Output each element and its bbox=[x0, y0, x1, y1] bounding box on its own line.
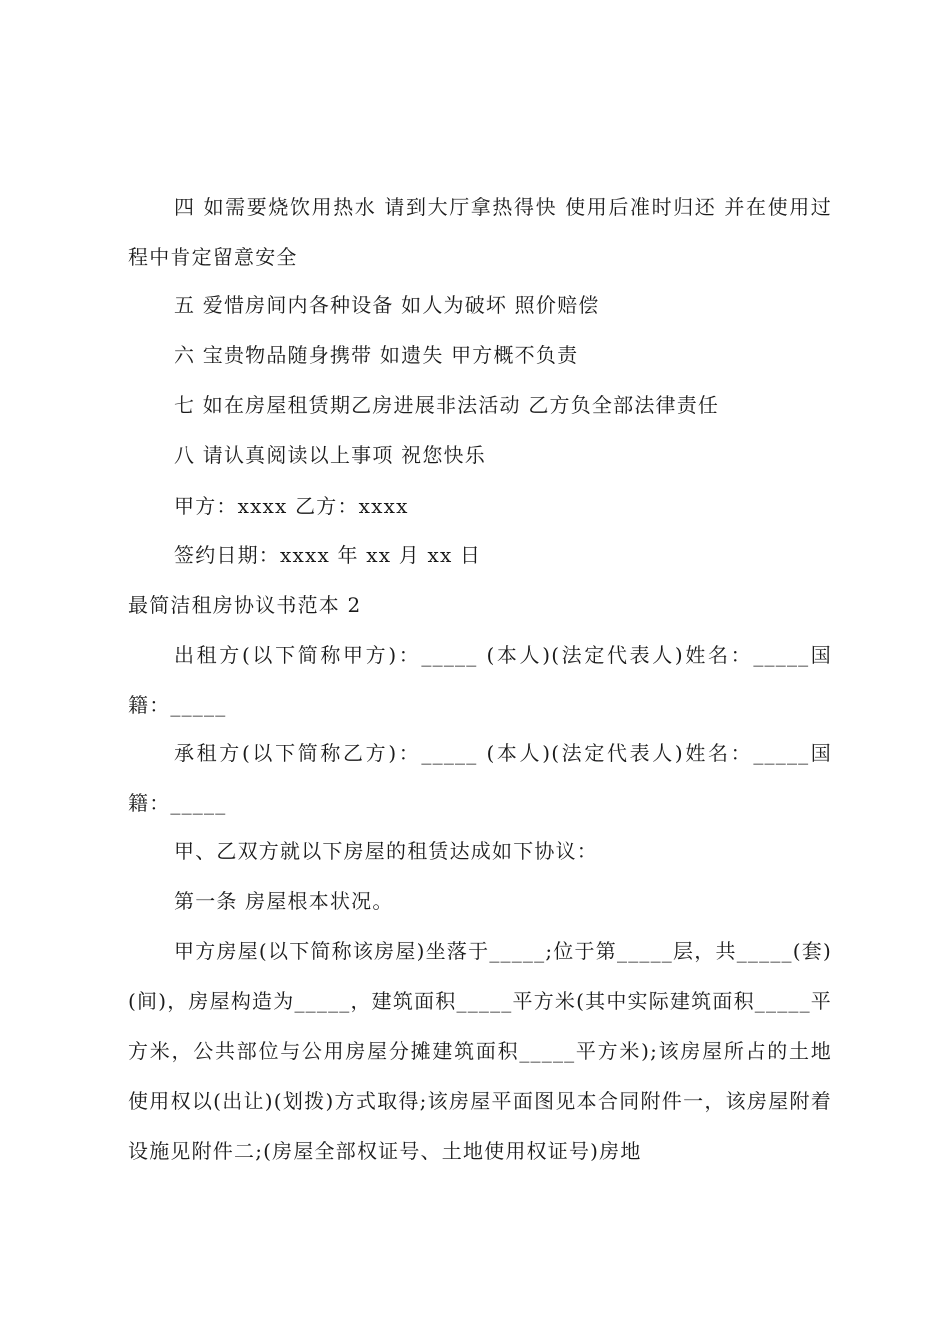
lessor-info: 出租方(以下简称甲方)：_____ (本人)(法定代表人)姓名：_____国籍：_____ bbox=[128, 643, 832, 717]
rule-item-7: 七 如在房屋租赁期乙房进展非法活动 乙方负全部法律责任 bbox=[174, 393, 720, 417]
rule-item-4: 四 如需要烧饮用热水 请到大厅拿热得快 使用后准时归还 并在使用过程中肯定留意安全 bbox=[128, 195, 832, 269]
parties-line: 甲方：xxxx 乙方：xxxx bbox=[174, 494, 409, 518]
rule-item-8: 八 请认真阅读以上事项 祝您快乐 bbox=[174, 443, 486, 467]
article-1-title: 第一条 房屋根本状况。 bbox=[174, 889, 394, 913]
signing-date: 签约日期：xxxx 年 xx 月 xx 日 bbox=[174, 543, 482, 567]
rule-item-6: 六 宝贵物品随身携带 如遗失 甲方概不负责 bbox=[174, 343, 579, 367]
lessee-info: 承租方(以下简称乙方)：_____ (本人)(法定代表人)姓名：_____国籍：_____ bbox=[128, 741, 832, 815]
section-title: 最简洁租房协议书范本 2 bbox=[128, 593, 362, 617]
agreement-intro: 甲、乙双方就以下房屋的租赁达成如下协议： bbox=[174, 839, 598, 863]
article-1-body: 甲方房屋(以下简称该房屋)坐落于_____;位于第_____层，共_____(套)(间)，房屋构造为_____，建筑面积_____平方米(其中实际建筑面积_____平方米，公共部位与公用房屋分摊建筑面积_____平方米);该房屋所占的土地使用权以(出让)(划拨)方式取得;该房屋平面图见本合同附件一，该房屋附着设施见附件二;(房屋全部权证号、土地使用权证号)房地 bbox=[128, 939, 832, 1163]
rule-item-5: 五 爱惜房间内各种设备 如人为破坏 照价赔偿 bbox=[174, 293, 600, 317]
